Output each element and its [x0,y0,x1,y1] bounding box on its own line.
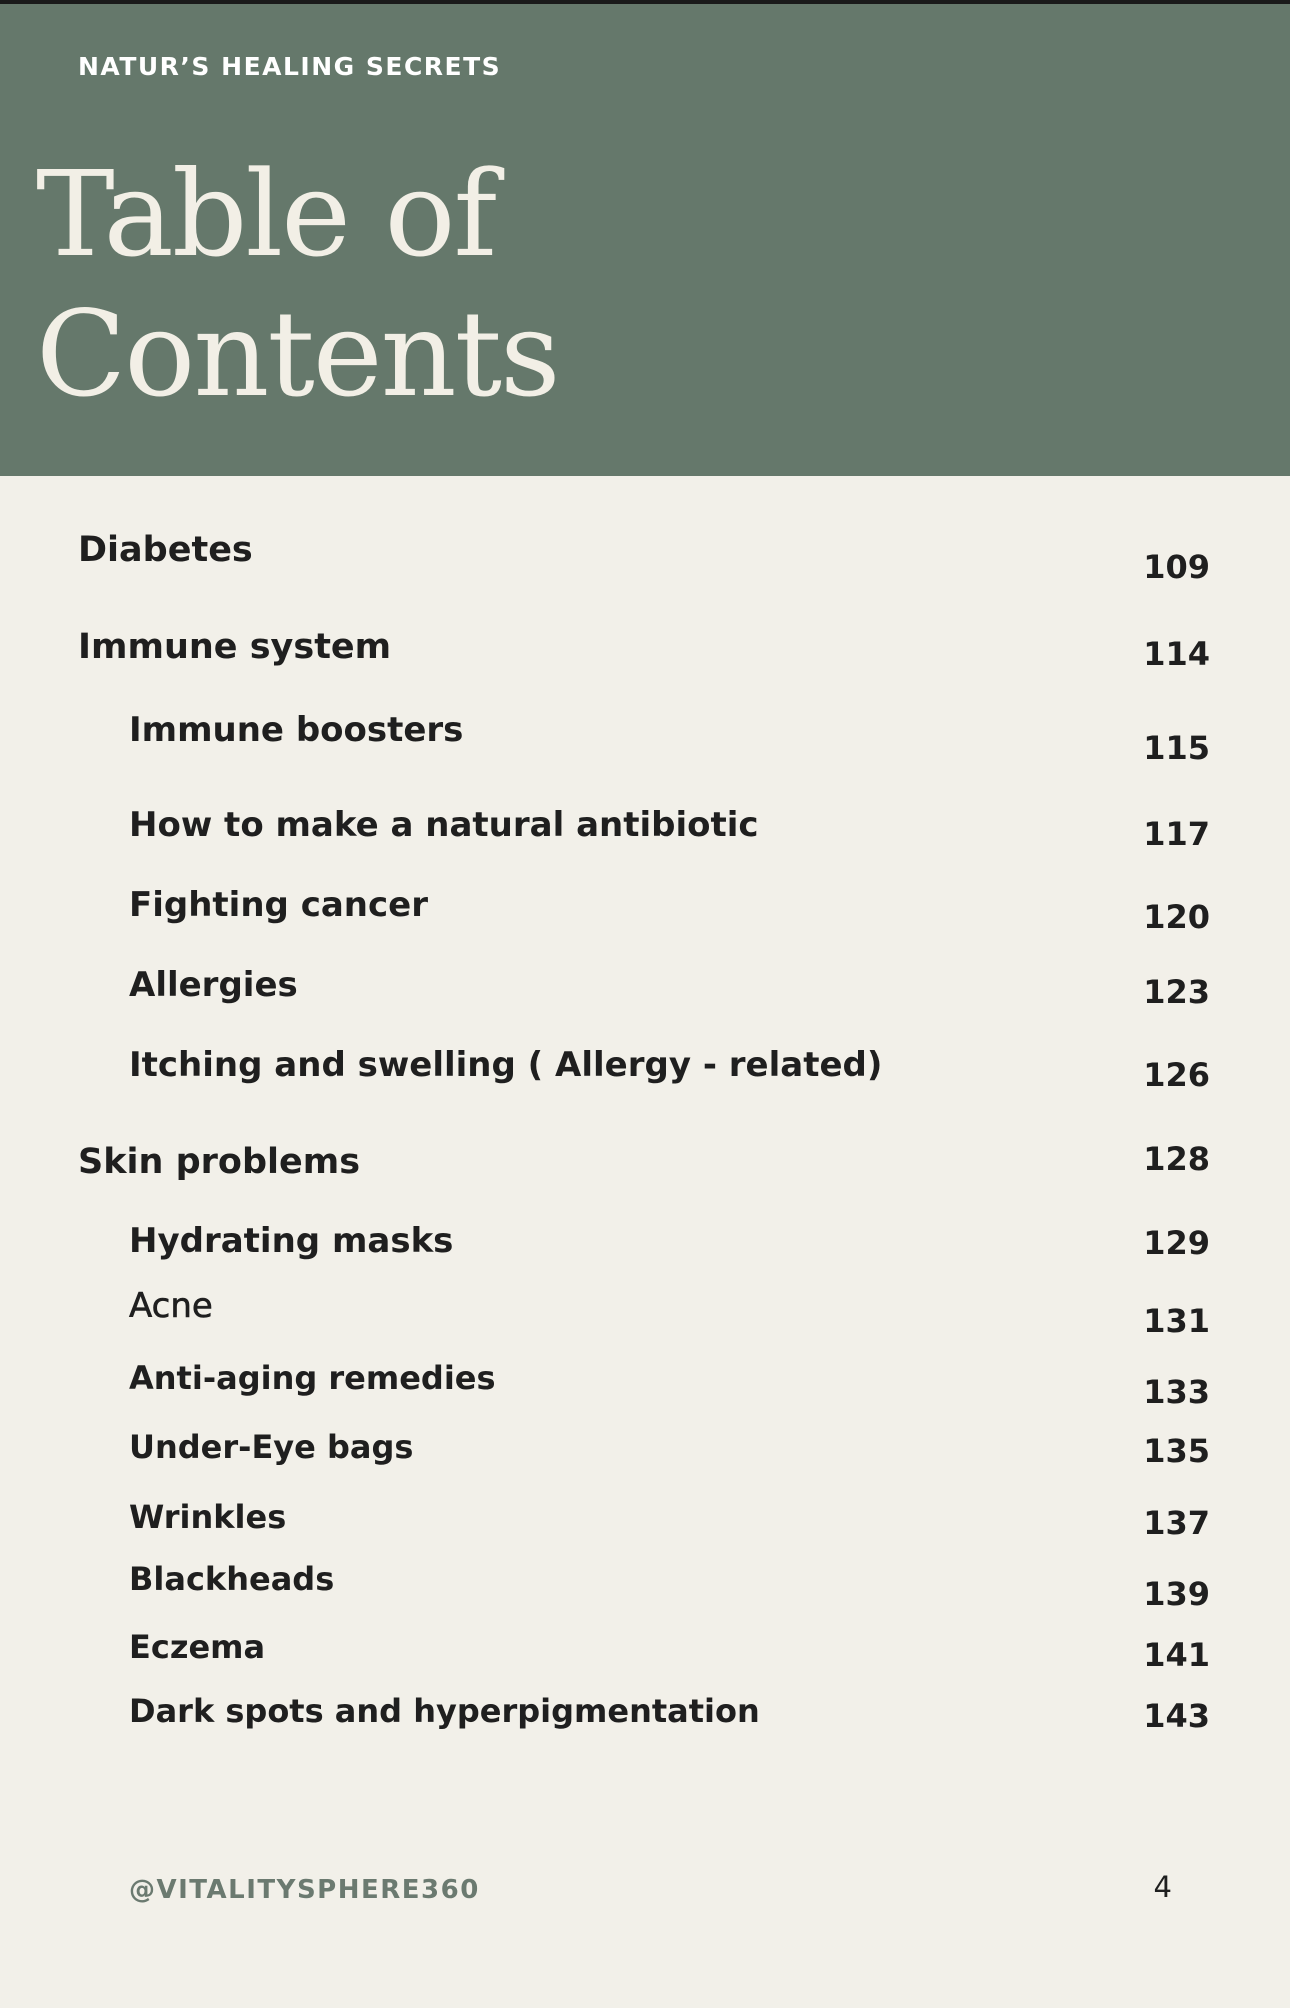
toc-entry-itching-swelling[interactable] [0,1045,1290,1105]
toc-entry-label: Dark spots and hyperpigmentation [129,1692,760,1730]
toc-entry-label: Fighting cancer [129,885,428,925]
toc-entry-label: Wrinkles [129,1498,287,1536]
toc-entry-label: Allergies [129,965,298,1005]
toc-entry-page: 115 [1143,729,1210,767]
toc-entry-label: Acne [129,1286,213,1326]
toc-entry-skin-problems[interactable] [0,1142,1290,1202]
toc-entry-label: Under-Eye bags [129,1428,414,1466]
toc-entry-page: 120 [1143,898,1210,936]
toc-entry-immune-system[interactable] [0,627,1290,687]
page-number: 4 [1153,1870,1172,1904]
toc-entry-page: 128 [1143,1140,1210,1178]
toc-entry-label: Diabetes [78,530,253,570]
toc-entry-blackheads[interactable] [0,1560,1290,1620]
toc-entry-label: How to make a natural antibiotic [129,805,759,845]
toc-entry-label: Itching and swelling ( Allergy - related) [129,1045,883,1085]
toc-entry-page: 123 [1143,973,1210,1011]
toc-entry-label: Immune system [78,627,392,667]
toc-entry-eczema[interactable] [0,1628,1290,1688]
toc-entry-page: 133 [1143,1373,1210,1411]
book-title-kicker: NATUR’S HEALING SECRETS [78,52,502,81]
toc-entry-immune-boosters[interactable] [0,710,1290,770]
toc-entry-page: 143 [1143,1697,1210,1735]
toc-entry-diabetes[interactable] [0,530,1290,590]
toc-entry-page: 137 [1143,1504,1210,1542]
toc-entry-wrinkles[interactable] [0,1498,1290,1558]
toc-entry-label: Anti-aging remedies [129,1359,496,1397]
toc-entry-page: 135 [1143,1432,1210,1470]
toc-entry-page: 126 [1143,1056,1210,1094]
toc-entry-allergies[interactable] [0,965,1290,1025]
toc-entry-label: Blackheads [129,1560,335,1598]
toc-entry-page: 141 [1143,1636,1210,1674]
toc-entry-label: Hydrating masks [129,1221,454,1261]
page-title [36,144,559,424]
social-handle: @VITALITYSPHERE360 [129,1875,480,1905]
toc-entry-anti-aging[interactable] [0,1359,1290,1419]
toc-entry-page: 129 [1143,1224,1210,1262]
header-banner [0,4,1290,476]
toc-entry-natural-antibiotic[interactable] [0,805,1290,865]
toc-entry-label: Immune boosters [129,710,464,750]
toc-entry-page: 114 [1143,635,1210,673]
toc-entry-label: Eczema [129,1628,266,1666]
page-title-line-1: Table of [36,145,496,283]
toc-entry-label: Skin problems [78,1142,361,1182]
toc-entry-page: 109 [1143,548,1210,586]
toc-entry-page: 117 [1143,815,1210,853]
page-title-line-2: Contents [36,285,559,423]
toc-entry-dark-spots[interactable] [0,1692,1290,1752]
toc-entry-page: 131 [1143,1302,1210,1340]
toc-entry-fighting-cancer[interactable] [0,885,1290,945]
toc-entry-page: 139 [1143,1575,1210,1613]
toc-entry-under-eye-bags[interactable] [0,1428,1290,1488]
toc-entry-acne[interactable] [0,1286,1290,1346]
toc-entry-hydrating-masks[interactable] [0,1221,1290,1281]
